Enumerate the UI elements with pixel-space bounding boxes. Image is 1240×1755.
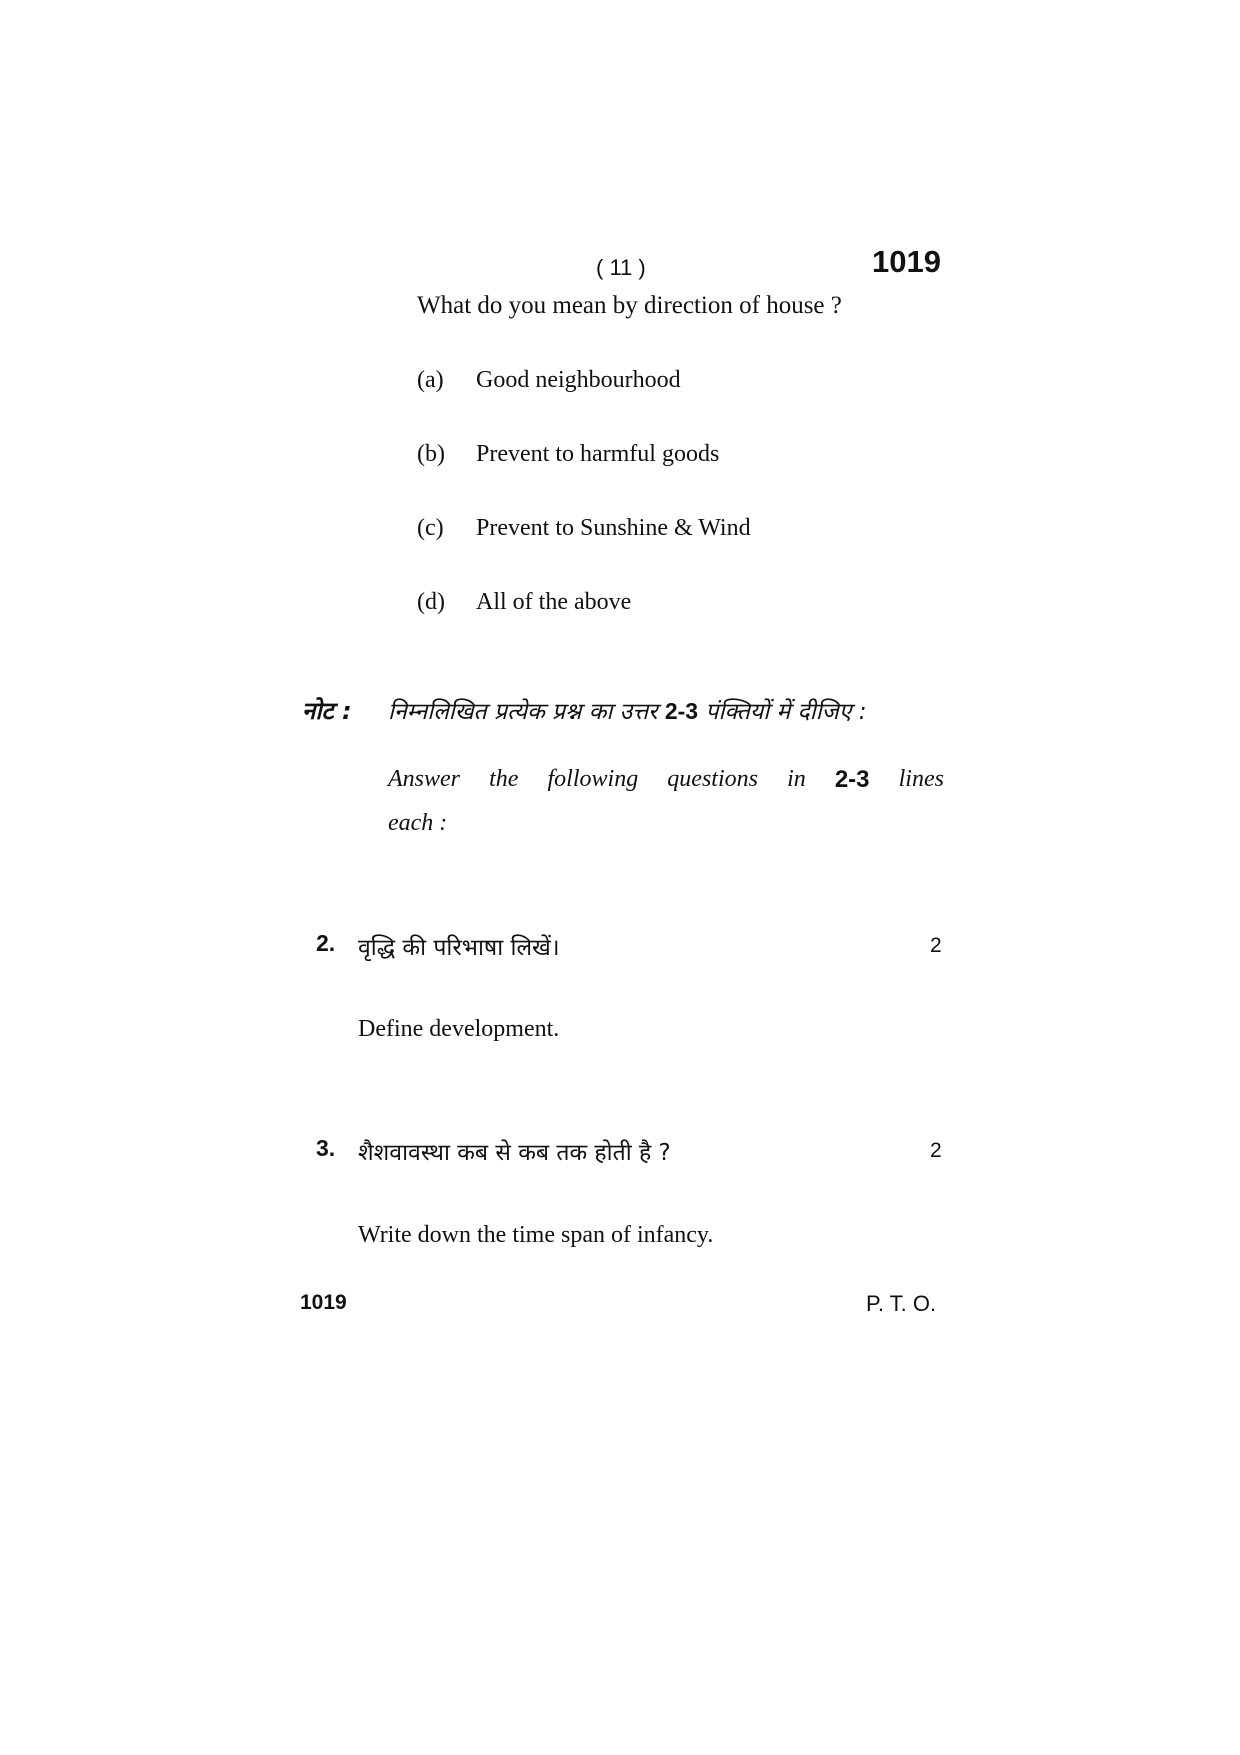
paper-code-header: 1019 <box>872 244 941 279</box>
question-2-english: Define development. <box>358 1016 560 1042</box>
note-label: नोट : <box>302 697 352 725</box>
note-hindi-part-2: पंक्तियों में दीजिए : <box>698 699 867 725</box>
note-word: questions <box>667 766 758 792</box>
question-2-number: 2. <box>316 930 336 956</box>
option-d-text: All of the above <box>476 589 632 615</box>
question-1-text: What do you mean by direction of house ? <box>417 292 842 319</box>
option-a-text: Good neighbourhood <box>476 367 681 393</box>
option-c-text: Prevent to Sunshine & Wind <box>476 515 751 541</box>
note-hindi-lines-count: 2-3 <box>664 698 699 724</box>
note-word: following <box>547 766 639 792</box>
question-3-english: Write down the time span of infancy. <box>358 1222 714 1248</box>
note-word: the <box>489 766 519 792</box>
note-word: Answer <box>388 766 460 792</box>
please-turn-over: P. T. O. <box>866 1291 937 1316</box>
note-instruction-hindi <box>388 694 867 726</box>
note-word: lines <box>898 766 944 792</box>
option-b-text: Prevent to harmful goods <box>476 441 720 467</box>
paper-code-footer: 1019 <box>300 1291 347 1314</box>
option-a-letter: (a) <box>417 367 444 393</box>
option-c-letter: (c) <box>417 515 444 541</box>
note-instruction-english <box>388 766 944 794</box>
question-3-number: 3. <box>316 1135 336 1161</box>
option-b-letter: (b) <box>417 441 445 467</box>
note-hindi-part-1: निम्नलिखित प्रत्येक प्रश्न का उत्तर <box>388 699 665 725</box>
page-number: ( 11 ) <box>596 255 646 280</box>
question-2-hindi: वृद्धि की परिभाषा लिखें। <box>358 935 560 961</box>
note-instruction-english-line-2: each : <box>388 810 448 836</box>
question-3-marks: 2 <box>930 1139 942 1162</box>
note-word: in <box>787 766 806 792</box>
note-english-lines-count: 2-3 <box>834 766 870 793</box>
question-3-hindi: शैशवावस्था कब से कब तक होती है ? <box>358 1140 671 1166</box>
option-d-letter: (d) <box>417 589 445 615</box>
question-2-marks: 2 <box>930 934 942 957</box>
